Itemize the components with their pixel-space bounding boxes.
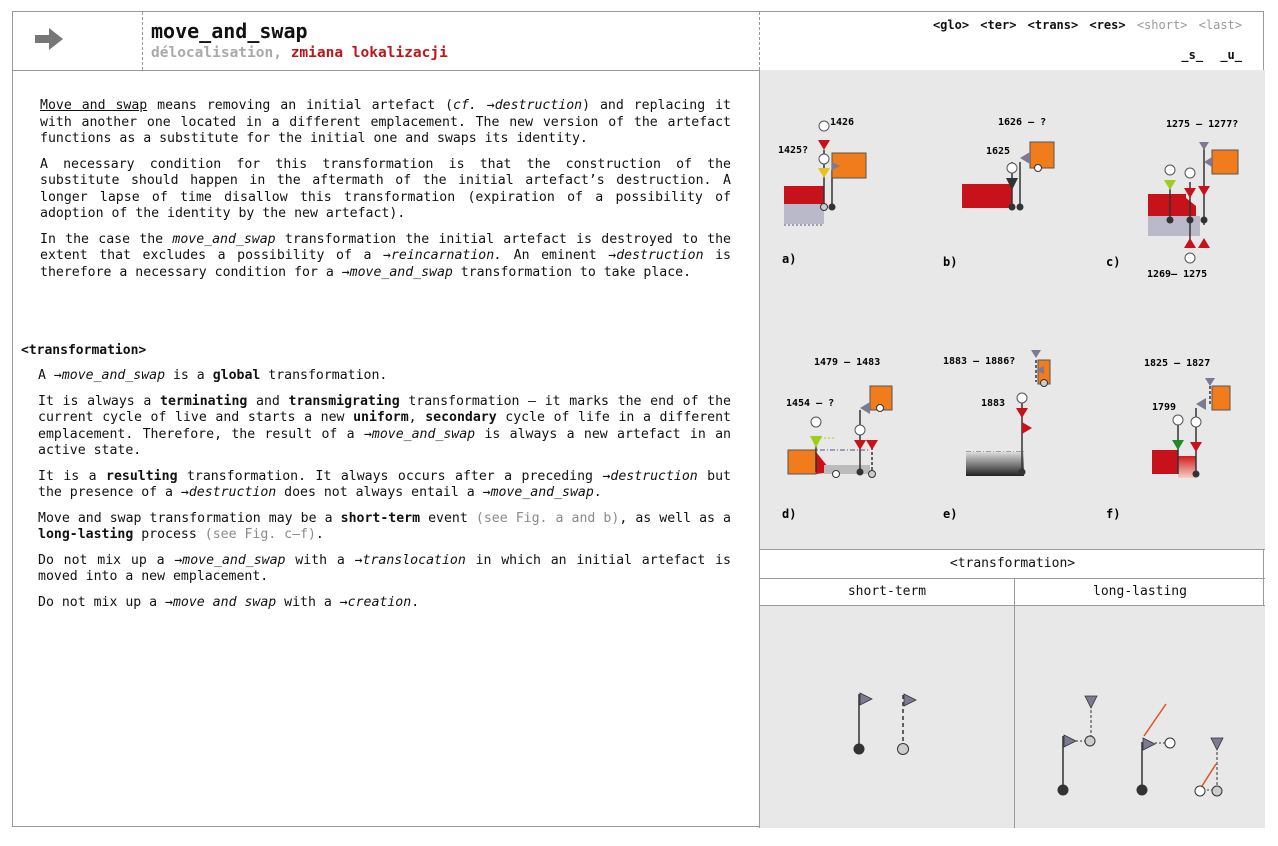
hatched-circle-icon [1212,786,1222,796]
hatched-circle-icon [898,744,909,755]
black-circle-icon [857,469,864,476]
section-text [38,368,731,620]
text-span: transformation – it marks the end of the current cycle of live and starts a new [38,393,731,425]
page-frame [12,11,1264,827]
text-span: Do not mix up a [38,552,175,568]
grey-flag-icon [1020,152,1030,164]
link-destruction[interactable]: →destruction [608,248,704,263]
text-span: but the presence of a [38,468,731,500]
nav-u[interactable]: _u_ [1220,48,1242,62]
figures-diagram [760,70,1265,549]
figure-e-date-2: 1883 [981,398,1006,409]
figure-f-date-2: 1799 [1152,402,1177,413]
legend-symbols [760,606,1265,828]
red-artefact [1152,450,1178,474]
legend-heading: <transformation> [760,549,1265,579]
intro-text [40,98,731,290]
text-span: transformation to take place. [452,264,692,280]
right-arrow-icon[interactable] [33,26,65,52]
back-arrow-cell[interactable] [13,12,143,70]
text-span: means removing an initial artefact ( [147,98,454,113]
text-span: . [593,485,602,500]
figure-a-date-1: 1426 [830,117,855,128]
black-circle-icon [1167,217,1174,224]
figure-a-label: a) [782,252,797,266]
grey-flag-icon [1196,398,1206,410]
header [13,12,1265,71]
green-triangle-icon [1172,440,1184,450]
red-artefact [1186,198,1196,216]
section-paragraph-5 [38,553,731,586]
red-triangle-icon [1198,186,1210,196]
red-triangle-icon [1190,442,1202,452]
text-span: cycle of life in a different emplacement. Therefore, the result of a [38,410,731,442]
open-circle-icon [1165,738,1175,748]
red-artefact [784,186,824,204]
text-figref: (see Fig. c–f) [204,527,316,542]
open-circle-icon [1035,165,1042,172]
red-flag-icon [1022,422,1032,434]
figure-c [1106,119,1238,280]
minus-icon [819,154,829,164]
grey-triangle-icon [1211,738,1223,750]
figure-d [782,357,892,521]
long-lasting-symbol-3 [1195,738,1223,796]
section-paragraph-2 [38,394,731,460]
text-span: event [420,510,476,526]
text-column [13,70,759,828]
open-circle-icon [833,471,840,478]
black-circle-icon [1017,204,1024,211]
legend-col-short-term: short-term [760,578,1015,606]
grey-flag-icon [1204,157,1212,167]
text-span: is always a new artefact in an active state. [38,426,731,458]
section-paragraph-3 [38,469,731,502]
long-lasting-symbol-1 [1058,696,1098,796]
page-title: move_and_swap [151,19,308,43]
section-paragraph-6 [38,595,731,612]
legend-panel [760,606,1265,828]
text-span: In the case the [40,231,173,247]
figure-b-date-2: 1625 [986,146,1011,157]
figure-e-label: e) [943,507,958,521]
black-circle-icon [1201,217,1208,224]
red-triangle-icon [1016,408,1028,418]
text-span: A [38,368,54,383]
text-span: Move and swap transformation may be a [38,510,341,526]
link-move-and-swap[interactable]: →move_and_swap [174,552,286,568]
orange-line [1144,704,1166,736]
text-bold: secondary [425,410,497,425]
yellow-triangle-icon [818,168,830,178]
black-circle-icon [1009,204,1016,211]
link-move-and-swap[interactable]: →move and swap [165,594,277,610]
minus-icon [1165,165,1175,175]
text-span: An eminent [502,248,609,263]
text-span: Do not mix up a [38,594,166,610]
red-artefact [962,184,1012,208]
text-span: with a [285,552,355,568]
term-move-and-swap: Move and swap [40,98,148,113]
link-destruction[interactable]: →destruction [476,98,583,113]
link-move-and-swap[interactable]: →move_and_swap [363,426,476,442]
black-circle-icon [1137,785,1148,796]
figure-b-label: b) [943,255,958,269]
text-span: is a [165,368,213,383]
figure-c-date-1: 1275 – 1277? [1166,119,1239,130]
short-term-symbol-2 [898,694,917,755]
subtitle-polish: zmiana lokalizacji [290,45,448,61]
nav-s[interactable]: _s_ [1181,48,1204,62]
text-bold: resulting [106,468,178,484]
figure-b-date-1: 1626 – ? [998,117,1047,128]
text-span: process [133,527,205,542]
nav-last[interactable]: <last> [1198,18,1242,32]
grey-triangle-icon [1205,378,1215,386]
intro-paragraph-3 [40,232,731,282]
text-bold: terminating [160,393,248,409]
nav-res[interactable]: <res> [1089,18,1126,32]
orange-artefact [788,450,816,474]
text-cf: cf. [453,98,477,113]
intro-paragraph-1 [40,98,731,148]
intro-paragraph-2: A necessary condition for this transformation is that the construction of the substitute should happen in the aftermath of the initial artefact’s destruction. A longer lapse of time disallow this transformation (expiration of a possibility of adoption of the identity by the new artefact). [40,156,731,221]
text-span: does not always entail a [276,485,483,500]
flag-icon [904,694,916,706]
red-triangle-icon [854,440,866,450]
hatched-circle-icon [869,471,876,478]
open-circle-icon [1195,786,1205,796]
figure-d-label: d) [782,507,797,521]
figure-c-label: c) [1106,255,1121,269]
figure-b [943,117,1054,269]
text-span: is therefore a necessary condition for a [40,248,731,280]
short-term-symbol-1 [854,693,873,755]
grey-footprint [784,204,824,224]
orange-flag [1212,150,1238,174]
text-span: transformation. It always occurs after a preceding [177,468,603,484]
green-triangle-icon [1164,180,1176,190]
text-span: , [408,410,426,425]
red-triangle-icon [1198,238,1210,248]
red-artefact [1148,194,1186,216]
grey-triangle-icon [1031,350,1041,358]
figure-a [778,117,866,266]
grey-flag-icon [860,402,870,414]
black-circle-icon [829,204,836,211]
link-reincarnation[interactable]: →reincarnation. [383,248,503,263]
text-span: with a [276,594,340,610]
minus-icon [811,417,821,427]
orange-line [1202,764,1216,786]
link-move-and-swap[interactable]: →move_and_swap [53,368,166,383]
hatched-circle-icon [1041,380,1048,387]
figure-f-label: f) [1106,507,1121,521]
text-span: It is always a [38,393,160,409]
text-bold: short-term [340,510,421,526]
subtitle-french: délocalisation, [151,45,282,61]
nav-links-secondary [1171,48,1242,62]
hatched-circle-icon [1085,736,1095,746]
section-paragraph-1 [38,368,731,385]
figure-a-date-2: 1425? [778,145,809,156]
link-destruction[interactable]: →destruction [180,485,277,500]
flag-icon [860,693,872,705]
orange-flag [1030,142,1054,168]
figure-e-date-1: 1883 – 1886? [943,356,1016,367]
text-span: . [315,527,324,542]
nav-links [929,18,1242,32]
link-move-and-swap[interactable]: →move_and_swap [482,485,594,500]
minus-icon [1173,415,1183,425]
figure-e [943,350,1050,521]
link-translocation[interactable]: →translocation [354,552,466,568]
figure-f-date-1: 1825 – 1827 [1144,358,1211,369]
red-triangle-icon [866,440,878,450]
minus-icon [1185,253,1195,263]
black-circle-icon [854,744,865,755]
text-bold: long-lasting [38,527,134,542]
minus-icon [855,425,865,435]
text-span: in which an initial artefact is moved into a new emplacement. [38,552,731,584]
text-bold: transmigrating [288,393,400,409]
header-nav-cell [759,12,1266,70]
flag-icon [1064,735,1076,747]
black-circle-icon [1193,471,1200,478]
black-circle-icon [1058,785,1069,796]
faded-footprint [966,452,1024,476]
text-span: . [411,594,420,610]
nav-ter[interactable]: <ter> [980,18,1017,32]
text-bold: uniform [353,410,409,425]
figure-c-date-2: 1269– 1275 [1147,269,1208,280]
hatched-circle-icon [821,204,828,211]
link-move-and-swap[interactable]: →move_and_swap [341,264,453,280]
section-paragraph-4 [38,511,731,544]
figure-column [759,70,1265,828]
plus-icon [1017,393,1027,403]
black-circle-icon [1187,217,1194,224]
nav-trans[interactable]: <trans> [1027,18,1079,32]
nav-glo[interactable]: <glo> [932,18,970,32]
figure-f [1106,358,1230,521]
grey-triangle-icon [1085,696,1097,708]
section-heading: <transformation> [21,343,147,358]
page-subtitle [151,45,448,61]
text-figref: (see Fig. a and b) [475,510,620,526]
open-circle-icon [877,405,884,412]
plus-icon [1191,417,1201,427]
figure-d-date-1: 1479 – 1483 [814,357,881,368]
long-lasting-symbol-2 [1137,704,1176,796]
text-span: and [247,393,289,409]
red-triangle-icon [818,140,830,150]
text-bold: global [212,368,261,383]
text-italic: move_and_swap [172,231,276,247]
nav-short[interactable]: <short> [1136,18,1188,32]
legend-col-long-lasting: long-lasting [1015,578,1265,606]
text-span: , as well as a [619,510,731,526]
red-triangle-icon [1184,238,1196,248]
figures-panel [760,70,1265,549]
minus-icon [819,121,829,131]
minus-icon [1007,163,1017,173]
text-span: transformation the initial artefact is destroyed to the extent that excludes a possibility of a [40,231,731,263]
orange-flag [1212,386,1230,410]
text-span: transformation. [260,368,388,383]
link-destruction[interactable]: →destruction [602,468,698,484]
grey-triangle-icon [1199,142,1209,150]
text-span: ) and replacing it with another one located in a different emplacement. The new version of the artefact functions as a substitute for the initial one and swaps its identity. [40,98,732,146]
figure-d-date-2: 1454 – ? [786,398,835,409]
flag-icon [1143,738,1155,750]
black-circle-icon [1019,469,1026,476]
link-creation[interactable]: →creation [339,594,412,610]
text-span: It is a [38,468,107,484]
minus-icon [1185,168,1195,178]
